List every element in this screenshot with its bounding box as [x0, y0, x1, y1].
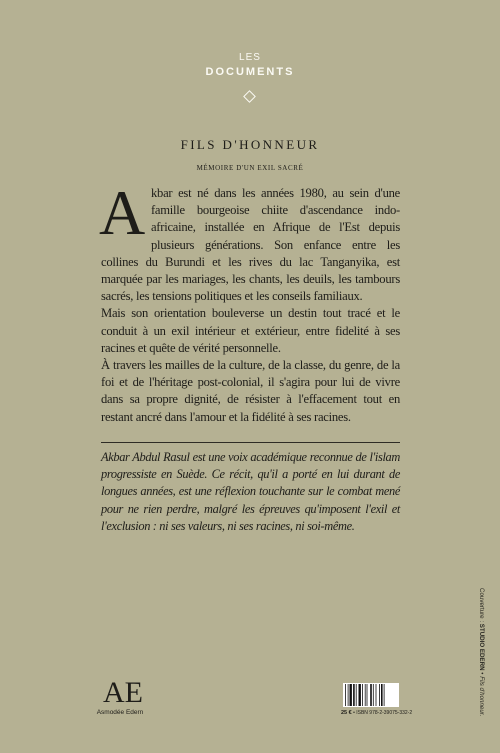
book-title: FILS D'HONNEUR: [180, 137, 320, 152]
credit-label: Couverture :: [478, 588, 485, 623]
barcode-icon: [343, 683, 399, 707]
barcode-block: [341, 683, 413, 725]
diamond-icon: [243, 90, 256, 103]
summary-paragraph-1: [99, 177, 400, 305]
summary-paragraph-3: À travers les mailles de la culture, de la classe, du genre, de la foi et de l'héritage post-colonial, il s'agira pour lui de vivre dans sa propre dignité, de résister à l'effacement tout en restant ancré dans l'amour et la fidélité à ses racines.: [101, 358, 400, 424]
summary-paragraph-2: Mais son orientation bouleverse un destin tout tracé et le conduit à un exil intérieur et extérieur, entre fidelité à ses racines et quête de vérité personnelle.: [101, 306, 400, 355]
cover-credit: [478, 588, 485, 716]
publisher-name: Asmodée Edern: [96, 709, 144, 716]
publisher-mark: AE: [103, 676, 143, 709]
isbn-line: [341, 710, 412, 716]
brand-documents: DOCUMENTS: [205, 66, 295, 78]
book-subtitle: MÉMOIRE D'UN EXIL SACRÉ: [196, 164, 304, 172]
publisher-logo: [96, 676, 148, 716]
author-bio: Akbar Abdul Rasul est une voix académique reconnue de l'islam progressiste en Suède. Ce récit, qu'il a porté en lui durant de longues années, est une réflexion touchante sur le combat mené pour ne rien perdre, malgré les épreuves qu'imposent l'exil et l'exclusion : ni ses valeurs, ni ses racines, ni soi-même.: [101, 450, 400, 533]
credit-studio: STUDIO EDERN: [478, 623, 485, 671]
brand-les: LES: [239, 52, 261, 63]
divider: [101, 442, 400, 443]
drop-cap: A: [99, 177, 145, 248]
credit-title: Fils d'honneur.: [478, 676, 485, 717]
credit-separator: •: [478, 672, 485, 675]
summary-paragraph-1-text: kbar est né dans les années 1980, au sein d'une famille bourgeoise chiite d'ascendance indo-africaine, installée en Afrique de l'Est depuis plusieurs générations. Son enfance entre les collines du Burundi et les rives du lac Tanganyika, est marquée par les mariages, les chants, les deuils, les tambours sacrés, les tensions politiques et les conseils familiaux.: [101, 186, 400, 304]
price: 25 €: [341, 710, 352, 716]
summary-text: [99, 177, 400, 426]
isbn: • ISBN 978-2-39075-332-2: [353, 710, 413, 716]
